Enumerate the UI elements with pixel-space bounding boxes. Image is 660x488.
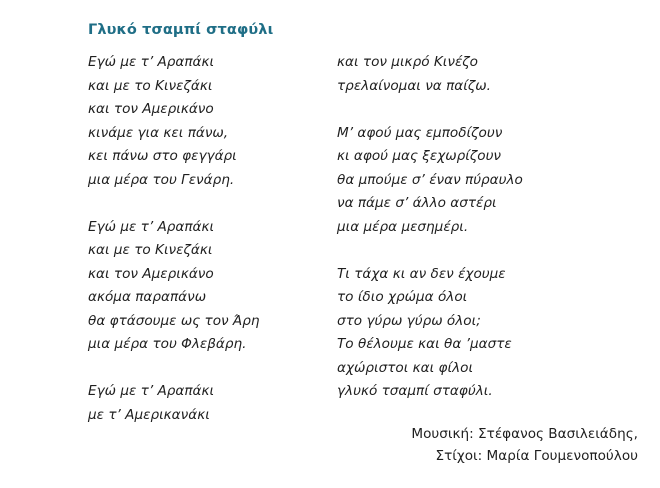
verse-line: κινάμε για κει πάνω, [88,124,229,141]
stanza [337,263,523,404]
verse-line: στο γύρω γύρω όλοι; [337,312,481,329]
verse-line: κει πάνω στο φεγγάρι [88,148,237,164]
verse-line: Εγώ με τ’ Αραπάκι [88,218,215,235]
stanza [337,51,523,98]
stanza [88,51,259,192]
verse-line: με τ’ Αμερικανάκι [88,406,210,423]
right-column [337,51,523,427]
poem-title: Γλυκό τσαμπί σταφύλι [88,22,274,38]
verse-line: και με το Κινεζάκι [88,242,213,258]
verse-line: Τι τάχα κι αν δεν έχουμε [337,265,506,282]
verse-line: θα μπούμε σ’ έναν πύραυλο [337,171,523,188]
left-column [88,51,259,451]
verse-line: μια μέρα του Φλεβάρη. [88,336,247,352]
lyrics-credit: Στίχοι: Μαρία Γουμενοπούλου [435,448,638,464]
verse-line: και τον μικρό Κινέζο [337,54,479,70]
credits [411,423,638,467]
verse-line: αχώριστοι και φίλοι [337,359,474,376]
verse-line: και τον Αμερικάνο [88,101,214,117]
verse-line: Εγώ με τ’ Αραπάκι [88,383,215,399]
stanza [88,216,259,357]
verse-line: να πάμε σ’ άλλο αστέρι [337,195,497,211]
verse-line: το ίδιο χρώμα όλοι [337,289,468,305]
verse-line: και με το Κινεζάκι [88,77,213,94]
verse-line: κι αφού μας ξεχωρίζουν [337,148,502,164]
verse-line: γλυκό τσαμπί σταφύλι. [337,383,493,399]
verse-line: Το θέλουμε και θα ’μαστε [337,336,512,352]
verse-line: Μ’ αφού μας εμποδίζουν [337,124,503,141]
stanza [88,380,259,427]
verse-line: και τον Αμερικάνο [88,265,214,282]
verse-line: Εγώ με τ’ Αραπάκι [88,54,215,70]
music-credit: Μουσική: Στέφανος Βασιλειάδης, [411,426,638,442]
verse-line: μια μέρα μεσημέρι. [337,218,469,235]
verse-line: μια μέρα του Γενάρη. [88,171,235,188]
verse-line: θα φτάσουμε ως τον Άρη [88,312,260,329]
verse-line: τρελαίνομαι να παίζω. [337,77,491,94]
stanza [337,122,523,240]
verse-line: ακόμα παραπάνω [88,289,207,305]
